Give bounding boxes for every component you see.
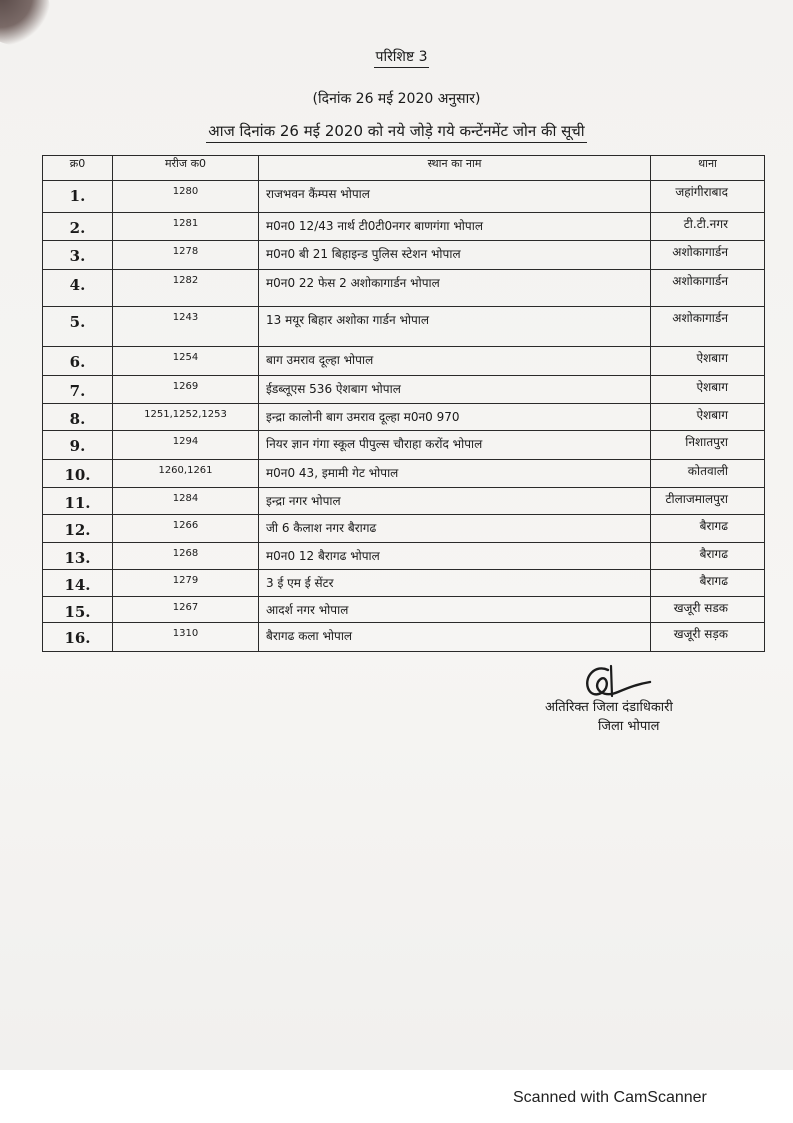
patient-cell: 1310	[113, 623, 259, 652]
patient-cell: 1243	[113, 307, 259, 347]
scanner-footer	[0, 1070, 793, 1123]
main-heading	[0, 121, 793, 143]
station-cell: बैरागढ	[651, 543, 765, 570]
serial-cell: 15.	[43, 597, 113, 623]
patient-cell: 1266	[113, 515, 259, 543]
scanner-watermark: Scanned with CamScanner	[513, 1089, 707, 1106]
table-row	[43, 543, 765, 570]
serial-cell: 8.	[43, 404, 113, 431]
table-row	[43, 307, 765, 347]
serial-cell: 11.	[43, 488, 113, 515]
patient-cell: 1281	[113, 213, 259, 241]
serial-cell: 16.	[43, 623, 113, 652]
place-cell: म0न0 43, इमामी गेट भोपाल	[259, 460, 651, 488]
serial-cell: 13.	[43, 543, 113, 570]
containment-zone-table	[42, 155, 765, 652]
station-cell: अशोकागार्डन	[651, 307, 765, 347]
table-row	[43, 213, 765, 241]
serial-cell: 6.	[43, 347, 113, 376]
header-serial: क्र0	[43, 156, 113, 181]
station-cell: ऐशबाग	[651, 347, 765, 376]
station-cell: ऐशबाग	[651, 404, 765, 431]
serial-cell: 1.	[43, 181, 113, 213]
station-cell: बैरागढ	[651, 570, 765, 597]
station-cell: अशोकागार्डन	[651, 270, 765, 307]
patient-cell: 1267	[113, 597, 259, 623]
header-police-station: थाना	[651, 156, 765, 181]
place-cell: 13 मयूर बिहार अशोका गार्डन भोपाल	[259, 307, 651, 347]
table-row	[43, 347, 765, 376]
patient-cell: 1251,1252,1253	[113, 404, 259, 431]
place-cell: आदर्श नगर भोपाल	[259, 597, 651, 623]
serial-cell: 5.	[43, 307, 113, 347]
table-row	[43, 515, 765, 543]
header-patient-no: मरीज क0	[113, 156, 259, 181]
appendix-heading	[0, 46, 793, 68]
place-cell: 3 ई एम ई सेंटर	[259, 570, 651, 597]
place-cell: बैरागढ कला भोपाल	[259, 623, 651, 652]
place-cell: म0न0 12 बैरागढ भोपाल	[259, 543, 651, 570]
signatory-district: जिला भोपाल	[598, 719, 660, 734]
serial-cell: 9.	[43, 431, 113, 460]
place-cell: म0न0 22 फेस 2 अशोकागार्डन भोपाल	[259, 270, 651, 307]
place-cell: इन्द्रा नगर भोपाल	[259, 488, 651, 515]
patient-cell: 1284	[113, 488, 259, 515]
table-row	[43, 570, 765, 597]
table-row	[43, 376, 765, 404]
table-row	[43, 404, 765, 431]
date-note: (दिनांक 26 मई 2020 अनुसार)	[312, 91, 481, 107]
station-cell: निशातपुरा	[651, 431, 765, 460]
place-cell: जी 6 कैलाश नगर बैरागढ	[259, 515, 651, 543]
table-row	[43, 181, 765, 213]
table-row	[43, 623, 765, 652]
station-cell: टी.टी.नगर	[651, 213, 765, 241]
page-corner-shadow	[0, 0, 50, 45]
serial-cell: 14.	[43, 570, 113, 597]
signatory-designation: अतिरिक्त जिला दंडाधिकारी	[545, 700, 673, 715]
place-cell: म0न0 12/43 नार्थ टी0टी0नगर बाणगंगा भोपाल	[259, 213, 651, 241]
patient-cell: 1269	[113, 376, 259, 404]
patient-cell: 1282	[113, 270, 259, 307]
main-title: आज दिनांक 26 मई 2020 को नये जोड़े गये कन्टेंनमेंट जोन की सूची	[206, 121, 586, 143]
place-cell: राजभवन कैंम्पस भोपाल	[259, 181, 651, 213]
serial-cell: 12.	[43, 515, 113, 543]
table-row	[43, 270, 765, 307]
station-cell: जहांगीराबाद	[651, 181, 765, 213]
table-row	[43, 488, 765, 515]
serial-cell: 2.	[43, 213, 113, 241]
header-place-name: स्थान का नाम	[259, 156, 651, 181]
patient-cell: 1254	[113, 347, 259, 376]
station-cell: ऐशबाग	[651, 376, 765, 404]
serial-cell: 7.	[43, 376, 113, 404]
place-cell: ईडब्लूएस 536 ऐशबाग भोपाल	[259, 376, 651, 404]
patient-cell: 1279	[113, 570, 259, 597]
station-cell: अशोकागार्डन	[651, 241, 765, 270]
patient-cell: 1260,1261	[113, 460, 259, 488]
station-cell: बैरागढ	[651, 515, 765, 543]
serial-cell: 10.	[43, 460, 113, 488]
serial-cell: 4.	[43, 270, 113, 307]
station-cell: कोतवाली	[651, 460, 765, 488]
station-cell: खजूरी सडक	[651, 597, 765, 623]
place-cell: इन्द्रा कालोनी बाग उमराव दूल्हा म0न0 970	[259, 404, 651, 431]
place-cell: नियर ज्ञान गंगा स्कूल पीपुल्स चौराहा करोंद भोपाल	[259, 431, 651, 460]
table-row	[43, 597, 765, 623]
place-cell: बाग उमराव दूल्हा भोपाल	[259, 347, 651, 376]
appendix-title: परिशिष्ट 3	[374, 47, 430, 68]
place-cell: म0न0 बी 21 बिहाइन्ड पुलिस स्टेशन भोपाल	[259, 241, 651, 270]
patient-cell: 1278	[113, 241, 259, 270]
table-row	[43, 460, 765, 488]
patient-cell: 1280	[113, 181, 259, 213]
patient-cell: 1294	[113, 431, 259, 460]
station-cell: टीलाजमालपुरा	[651, 488, 765, 515]
serial-cell: 3.	[43, 241, 113, 270]
table-row	[43, 241, 765, 270]
table-header-row	[43, 156, 765, 181]
station-cell: खजूरी सड़क	[651, 623, 765, 652]
table-row	[43, 431, 765, 460]
patient-cell: 1268	[113, 543, 259, 570]
